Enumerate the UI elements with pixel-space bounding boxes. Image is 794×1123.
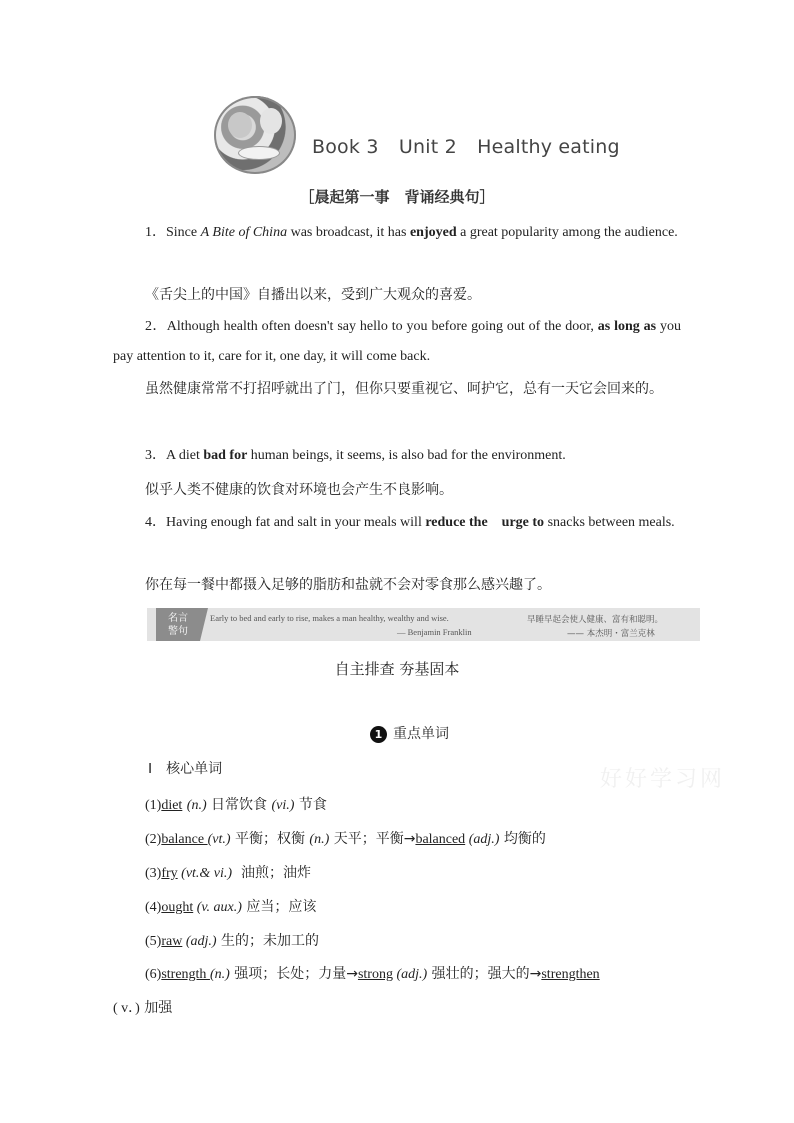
child-face-left xyxy=(228,112,252,138)
number-circle-icon: 1 xyxy=(370,726,387,743)
children-eating-photo xyxy=(214,96,296,174)
vocab-word: fry xyxy=(161,866,178,881)
sentence-2-en xyxy=(113,312,681,372)
vocab-word: raw xyxy=(161,934,183,949)
vocab-item xyxy=(145,963,600,983)
part-of-speech: (vi.) xyxy=(271,798,295,813)
vocab-title: 重点单词 xyxy=(393,726,449,742)
definition: 强项；长处；力量→ xyxy=(229,966,358,982)
unit-title xyxy=(312,136,634,158)
definition: 加强 xyxy=(139,1000,173,1016)
sentence-3-zh: 似乎人类不健康的饮食对环境也会产生不良影响。 xyxy=(145,482,453,498)
quote-zh-author: —— 本杰明・富兰克林 xyxy=(567,629,655,639)
definition: 天平；平衡→ xyxy=(329,831,416,847)
vocab-item xyxy=(145,896,316,916)
vocab-item xyxy=(145,930,319,950)
definition: 节食 xyxy=(294,797,327,813)
sentence-number: 3． xyxy=(145,448,166,463)
definition: 应当；应该 xyxy=(241,899,317,915)
vocab-heading xyxy=(370,723,449,743)
text-run: A diet xyxy=(166,448,204,463)
definition: 日常饮食 xyxy=(206,797,272,813)
vocab-item xyxy=(145,862,311,882)
sentence-number: 1． xyxy=(145,225,166,240)
part-of-speech: (adj.) xyxy=(392,967,428,982)
part-of-speech: (n.) xyxy=(309,832,330,847)
section-subtitle: ［晨起第一事 背诵经典句］ xyxy=(299,188,495,206)
section-title: 自主排查 夯基固本 xyxy=(334,660,460,678)
quote-tag-line: 警句 xyxy=(168,626,188,637)
key-phrase: reduce the urge to xyxy=(425,515,545,530)
unit-label: Unit 2 xyxy=(398,136,457,158)
part-of-speech: (n.) xyxy=(209,967,230,982)
item-index: (6) xyxy=(145,967,162,982)
vocab-word: diet xyxy=(161,798,183,813)
sentence-4-zh: 你在每一餐中都摄入足够的脂肪和盐就不会对零食那么感兴趣了。 xyxy=(145,577,551,593)
item-index: (3) xyxy=(145,866,162,881)
part-of-speech: (adj.) xyxy=(182,934,217,949)
part-of-speech: (adj.) xyxy=(465,832,500,847)
sentence-4-en xyxy=(113,508,681,538)
part-of-speech: (vt.) xyxy=(207,832,231,847)
vocab-item-continuation xyxy=(113,997,172,1017)
definition: 均衡的 xyxy=(499,831,546,847)
sentence-number: 2． xyxy=(145,319,167,334)
sentence-2-zh: 虽然健康常常不打招呼就出了门，但你只要重视它、呵护它，总有一天它会回来的。 xyxy=(145,381,663,397)
title-italic: A Bite of China xyxy=(200,225,288,240)
sentence-number: 4． xyxy=(145,515,166,530)
definition: 平衡；权衡 xyxy=(230,831,310,847)
vocab-item xyxy=(145,794,327,814)
text-run: was broadcast, it has xyxy=(287,225,410,240)
key-phrase: bad for xyxy=(203,448,248,463)
topic-label: Healthy eating xyxy=(477,136,620,158)
quote-zh: 早睡早起会使人健康、富有和聪明。 xyxy=(527,615,664,625)
core-words-subheading xyxy=(148,758,222,778)
derived-word: strengthen xyxy=(541,967,600,982)
vocab-word: balance xyxy=(161,832,208,847)
quote-tag-line: 名言 xyxy=(168,613,188,624)
text-run: you pay attention to it, care for it, one day, it will come back. xyxy=(113,319,682,364)
key-phrase: as long as xyxy=(597,319,657,334)
part-of-speech: ( v．) xyxy=(113,1001,140,1016)
definition: 强壮的；强大的→ xyxy=(427,966,542,982)
book-label: Book 3 xyxy=(312,136,379,158)
definition: 油煎；油炸 xyxy=(232,865,311,881)
derived-word: balanced xyxy=(415,832,466,847)
item-index: (1) xyxy=(145,798,162,813)
sentence-3-en xyxy=(113,441,681,471)
quote-en-author: — Benjamin Franklin xyxy=(397,627,472,637)
part-of-speech: (n.) xyxy=(186,798,207,813)
quote-banner xyxy=(147,608,700,641)
unit-header xyxy=(214,96,634,176)
quote-en: Early to bed and early to rise, makes a man healthy, wealthy and wise. xyxy=(210,613,449,623)
item-index: (4) xyxy=(145,900,162,915)
item-index: (5) xyxy=(145,934,162,949)
definition: 生的；未加工的 xyxy=(216,933,319,949)
text-run: a great popularity among the audience. xyxy=(456,225,678,240)
text-run: snacks between meals. xyxy=(544,515,675,530)
text-run: Since xyxy=(166,225,201,240)
part-of-speech: (vt.& vi.) xyxy=(177,866,233,881)
vocab-word: strength xyxy=(161,967,210,982)
core-words-title: 核心单词 xyxy=(166,761,223,777)
sentence-1-en xyxy=(113,218,681,248)
derived-word: strong xyxy=(357,967,393,982)
plate xyxy=(238,146,280,160)
text-run: Although health often doesn't say hello to you before going out of the door, xyxy=(166,319,598,334)
key-phrase: enjoyed xyxy=(409,225,457,240)
child-face-right xyxy=(260,108,282,134)
sentence-1-zh: 《舌尖上的中国》自播出以来，受到广大观众的喜爱。 xyxy=(145,287,481,303)
quote-tag xyxy=(156,608,200,641)
text-run: Having enough fat and salt in your meals will xyxy=(166,515,426,530)
roman-numeral: Ⅰ xyxy=(148,762,153,777)
watermark: 好好学习网 xyxy=(600,767,726,792)
text-run: human beings, it seems, is also bad for the environment. xyxy=(247,448,566,463)
vocab-word: ought xyxy=(161,900,194,915)
item-index: (2) xyxy=(145,832,162,847)
vocab-item xyxy=(145,828,546,848)
part-of-speech: (v. aux.) xyxy=(193,900,242,915)
